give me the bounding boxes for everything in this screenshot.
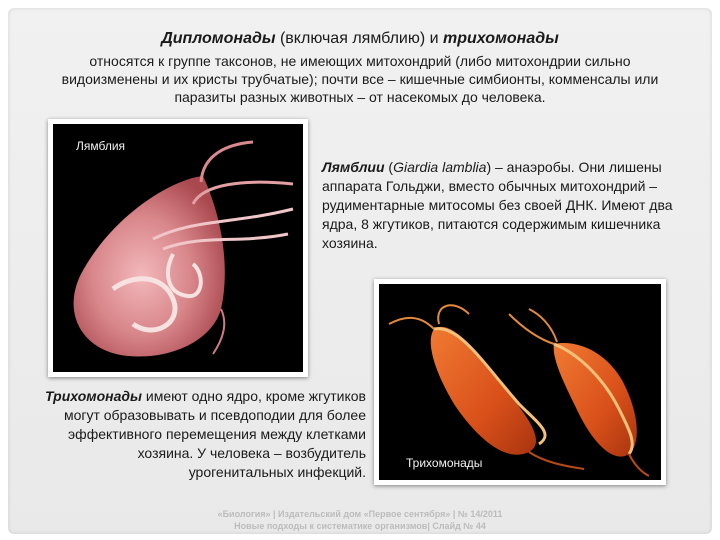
trichomonas-photo-label: Трихомонады	[406, 456, 483, 470]
title-diplomonads: Дипломонады	[161, 30, 276, 47]
giardia-description-text: ) – анаэробы. Они лишены аппарата Гольджи, вместо обычных митохондрий – рудиментарные митосомы без своей ДНК. Имеют два ядра, 8 жгутиков, питаются содержимым кишечника хозяина.	[322, 159, 673, 251]
slide-footer	[130, 508, 590, 532]
trichomonas-description-text: имеют одно ядро, кроме жгутиков могут образовывать и псевдоподии для более эффективного перемещения между клетками хозяина. У человека – возбудитель урогенитальных инфекций.	[63, 388, 366, 480]
giardia-illustration	[53, 124, 303, 372]
trichomonas-illustration	[379, 284, 661, 480]
title-connector: (включая лямблию) и	[275, 30, 444, 47]
giardia-photo-label: Лямблия	[76, 139, 126, 153]
giardia-description	[322, 158, 682, 253]
footer-line-1: «Биология» | Издательский дом «Первое сентября» | № 14/2011	[217, 509, 503, 519]
giardia-name: Лямблии	[322, 159, 385, 175]
trichomonas-photo	[374, 279, 666, 485]
intro-paragraph: относятся к группе таксонов, не имеющих митохондрий (либо митохондрии сильно видоизменены и их кристы трубчатые); почти все – кишечные симбионты, комменсалы или паразиты разных животных – от насекомых до человека.	[61, 53, 659, 105]
giardia-latin-name: Giardia lamblia	[393, 159, 487, 175]
trichomonas-name: Трихомонады	[44, 388, 143, 404]
trichomonas-description	[40, 387, 366, 482]
slide-title	[0, 30, 720, 48]
giardia-paren-open: (	[384, 159, 394, 175]
giardia-photo	[48, 119, 308, 377]
footer-line-2: Новые подходы к систематике организмов| Слайд № 44	[234, 521, 486, 531]
title-trichomonads: трихомонады	[443, 30, 559, 47]
